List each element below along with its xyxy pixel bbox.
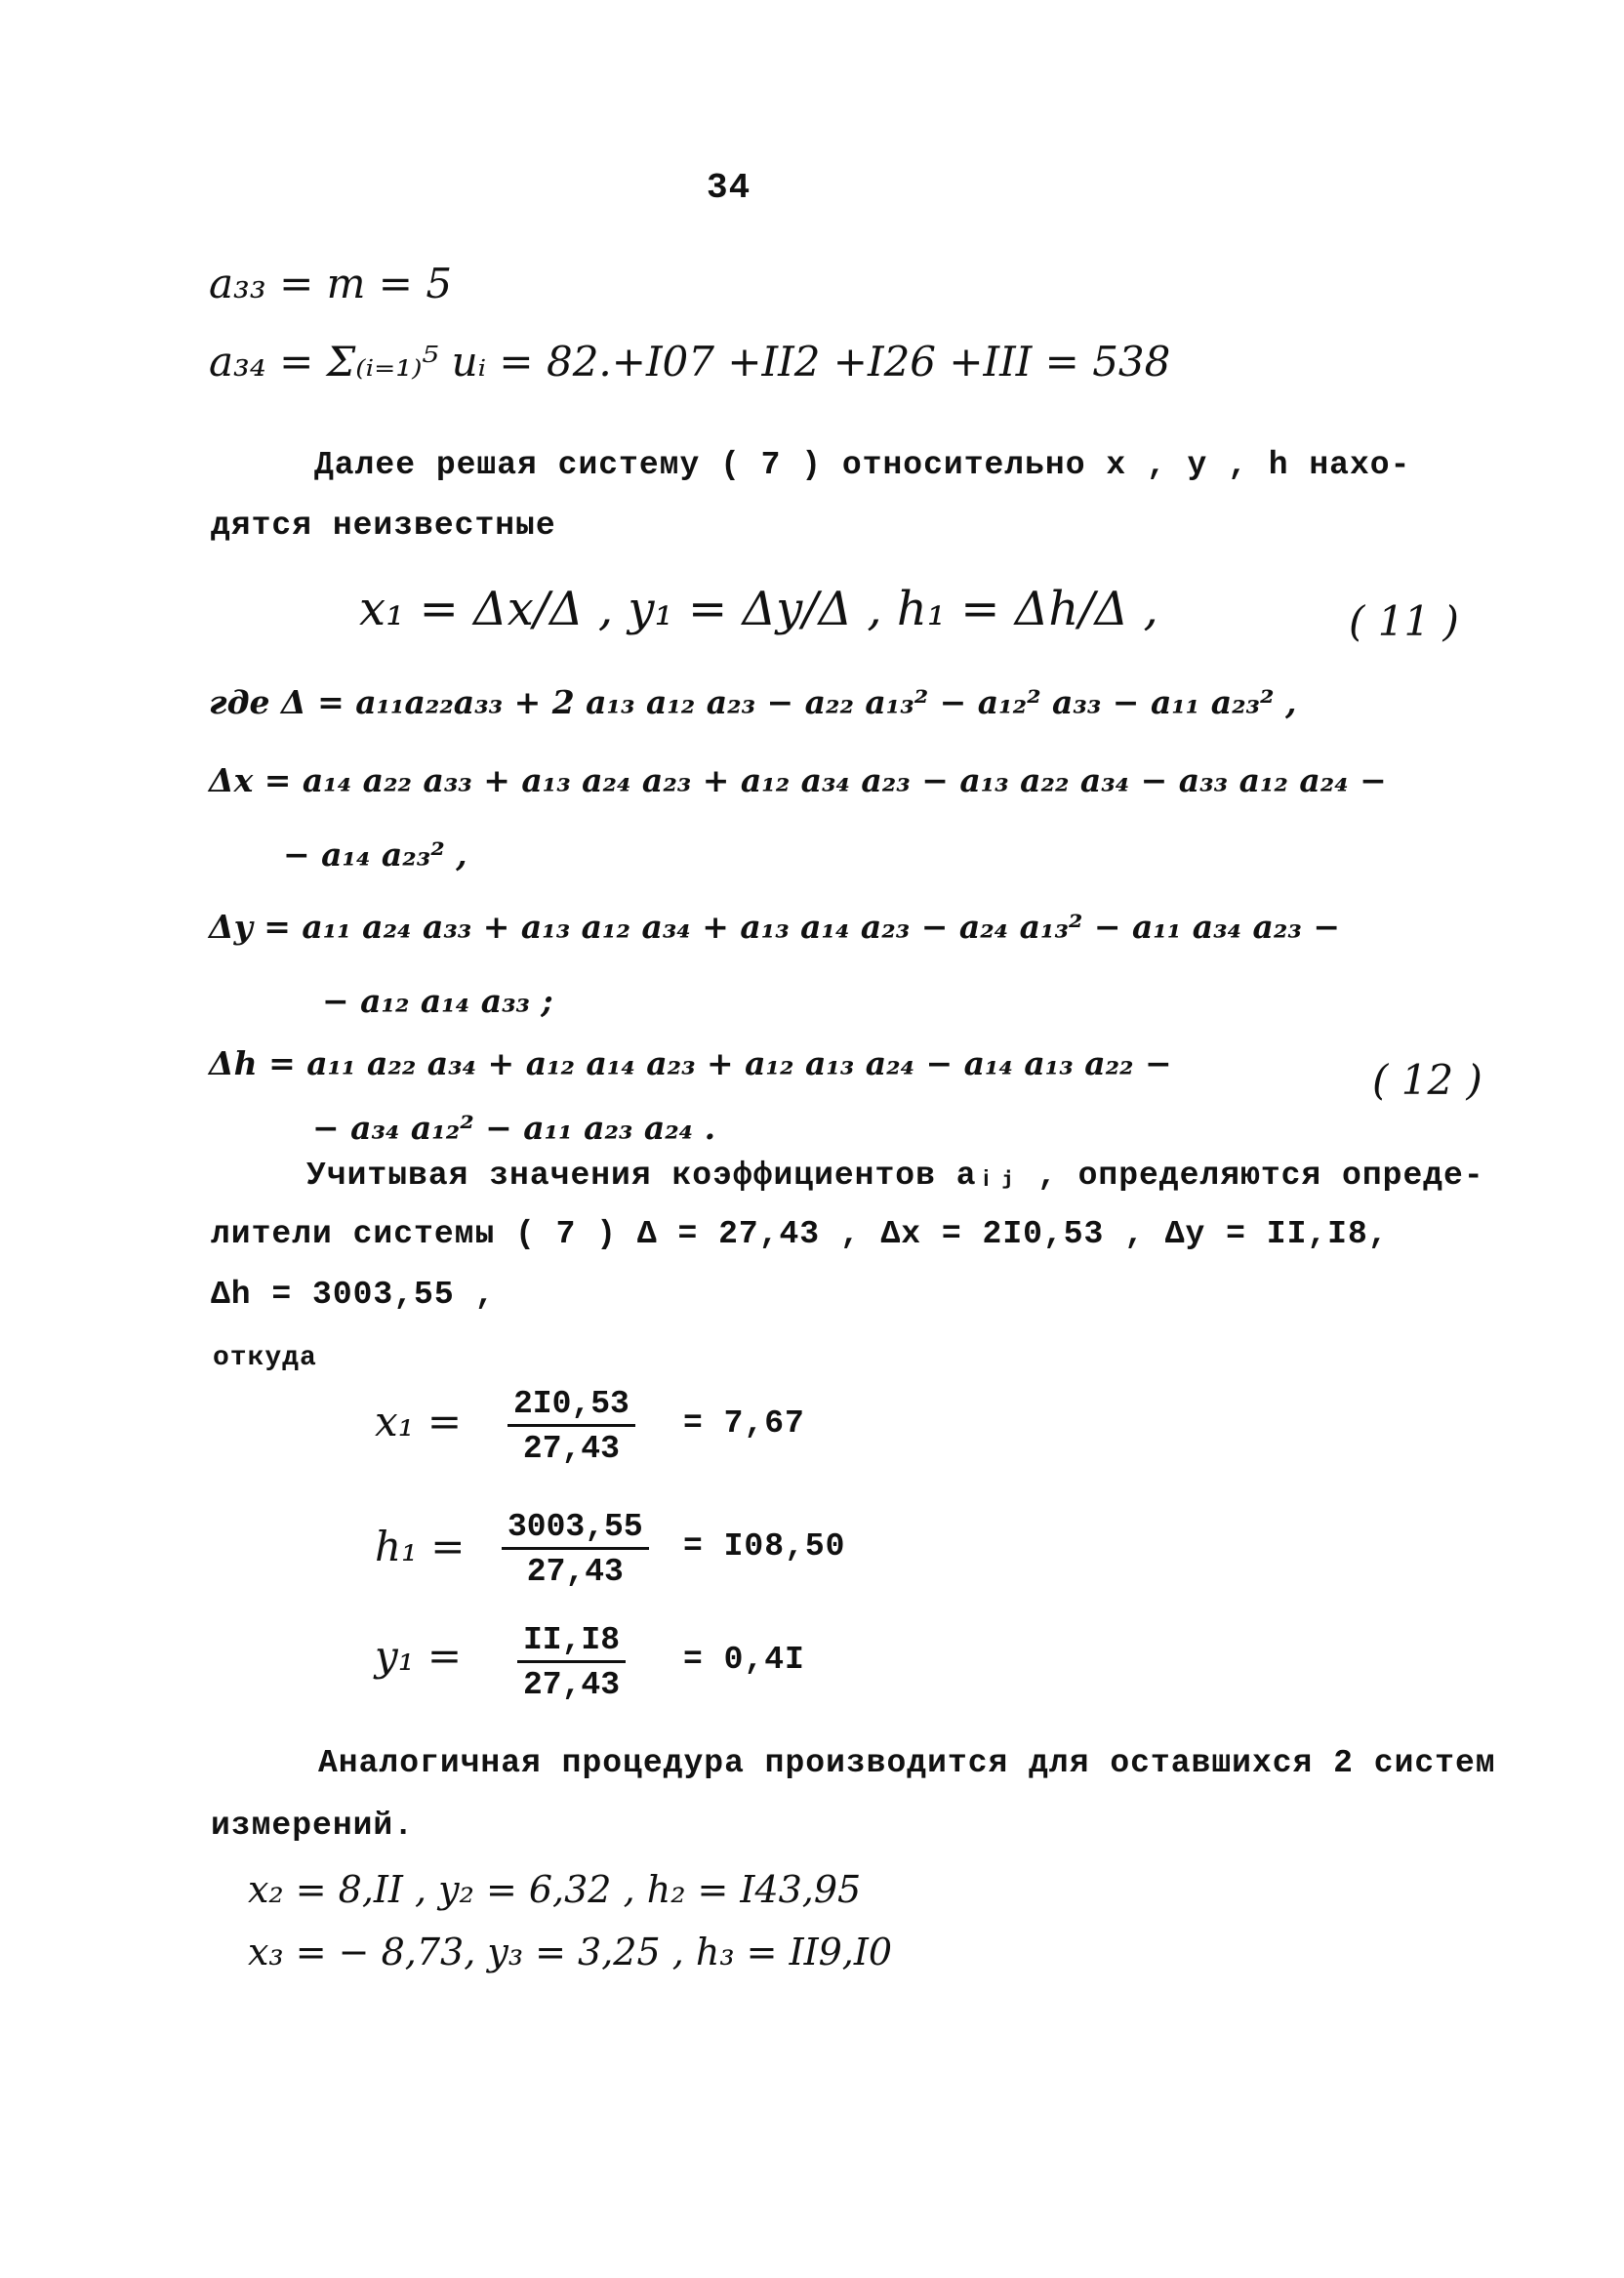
result-x-value: = 7,67 xyxy=(683,1405,805,1442)
determinant-delta: где Δ = a₁₁a₂₂a₃₃ + 2 a₁₃ a₁₂ a₂₃ − a₂₂ a₁₃² − a₁₂² a₃₃ − a₁₁ a₂₃² , xyxy=(209,683,1297,721)
equation-a33: a₃₃ = m = 5 xyxy=(209,260,453,307)
equation-11: x₁ = Δx/Δ , y₁ = Δy/Δ , h₁ = Δh/Δ , xyxy=(359,582,1158,636)
result-h-fraction xyxy=(502,1509,649,1590)
system-3-results: x₃ = − 8,73, y₃ = 3,25 , h₃ = II9,I0 xyxy=(248,1931,893,1973)
paragraph-1-line-2: дятся неизвестные xyxy=(211,508,556,544)
result-y-value: = 0,4I xyxy=(683,1642,805,1678)
result-x-denominator: 27,43 xyxy=(522,1431,620,1467)
result-h-value: = I08,50 xyxy=(683,1528,846,1565)
paragraph-1-line-1: Далее решая систему ( 7 ) относительно x , y , h нахо- xyxy=(314,447,1411,483)
result-h-lhs: h₁ = xyxy=(375,1523,466,1570)
determinant-dx-line-2: − a₁₄ a₂₃² , xyxy=(283,835,467,874)
result-x-lhs: x₁ = xyxy=(375,1398,463,1445)
result-y-denominator: 27,43 xyxy=(523,1667,621,1703)
paragraph-3-line-1: Аналогичная процедура производится для оставшихся 2 систем xyxy=(318,1745,1496,1781)
determinant-dh-line-2: − a₃₄ a₁₂² − a₁₁ a₂₃ a₂₄ . xyxy=(312,1109,716,1147)
equation-a34: a₃₄ = Σ₍ᵢ₌₁₎⁵ uᵢ = 82.+I07 +II2 +I26 +III = 538 xyxy=(209,338,1171,386)
result-y-fraction xyxy=(517,1622,626,1703)
paragraph-3-line-2: измерений. xyxy=(211,1808,415,1844)
equation-12-label: ( 12 ) xyxy=(1372,1056,1482,1104)
system-2-results: x₂ = 8,II , y₂ = 6,32 , h₂ = I43,95 xyxy=(248,1868,862,1911)
result-x-numerator: 2I0,53 xyxy=(508,1386,635,1427)
otkuda-word: откуда xyxy=(213,1343,317,1373)
result-h-denominator: 27,43 xyxy=(526,1554,624,1590)
result-y-lhs: y₁ = xyxy=(375,1632,463,1680)
result-y-numerator: II,I8 xyxy=(517,1622,626,1663)
result-h-numerator: 3003,55 xyxy=(502,1509,649,1550)
determinant-dy-line-1: Δy = a₁₁ a₂₄ a₃₃ + a₁₃ a₁₂ a₃₄ + a₁₃ a₁₄ a₂₃ − a₂₄ a₁₃² − a₁₁ a₃₄ a₂₃ − xyxy=(209,908,1340,946)
equation-11-label: ( 11 ) xyxy=(1349,597,1459,645)
determinant-dx-line-1: Δx = a₁₄ a₂₂ a₃₃ + a₁₃ a₂₄ a₂₃ + a₁₂ a₃₄ a₂₃ − a₁₃ a₂₂ a₃₄ − a₃₃ a₁₂ a₂₄ − xyxy=(209,761,1387,799)
page-number: 34 xyxy=(707,168,751,208)
determinant-dy-line-2: − a₁₂ a₁₄ a₃₃ ; xyxy=(322,982,553,1020)
determinant-dh-line-1: Δh = a₁₁ a₂₂ a₃₄ + a₁₂ a₁₄ a₂₃ + a₁₂ a₁₃ a₂₄ − a₁₄ a₁₃ a₂₂ − xyxy=(209,1044,1172,1082)
paragraph-2-line-2: лители системы ( 7 ) Δ = 27,43 , Δx = 2I0,53 , Δy = II,I8, xyxy=(211,1216,1389,1252)
paragraph-2-line-3: Δh = 3003,55 , xyxy=(211,1277,496,1313)
result-x-fraction xyxy=(508,1386,635,1467)
paragraph-2-line-1: Учитывая значения коэффициентов aᵢⱼ , определяются опреде- xyxy=(306,1158,1484,1194)
